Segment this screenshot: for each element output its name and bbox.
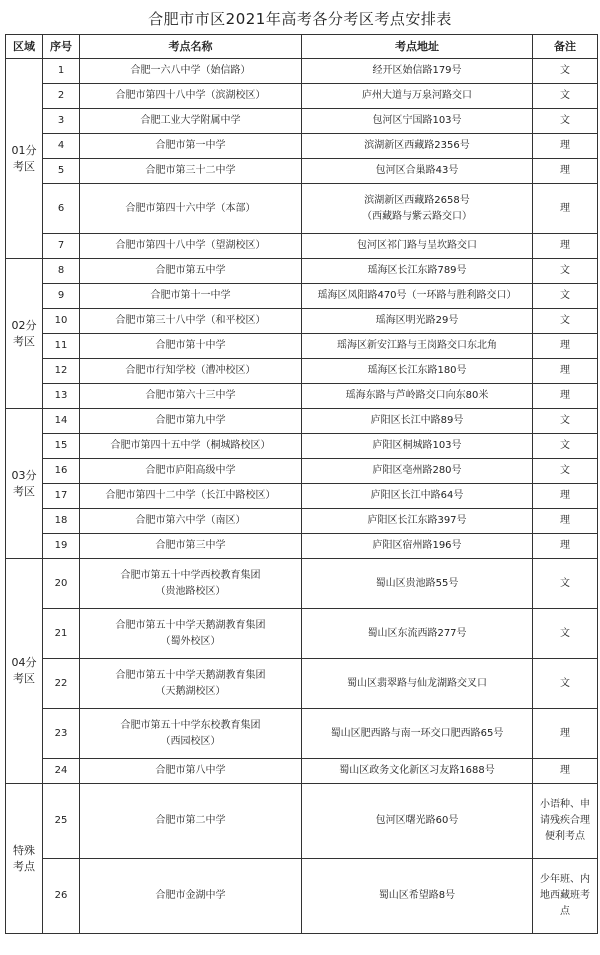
- site-address-line: 瑶海东路与芦岭路交口向东80米: [345, 390, 489, 401]
- site-name-line: 合肥市第五十中学天鹅湖教育集团: [115, 669, 266, 681]
- table-row: [6, 59, 598, 84]
- site-note-line: 点: [560, 906, 570, 917]
- table-row: [6, 709, 598, 759]
- site-number: 16: [43, 459, 80, 484]
- zone-area-line: 03分: [11, 468, 37, 482]
- site-note-line: 理: [560, 240, 570, 251]
- site-address-line: 蜀山区东流西路277号: [367, 627, 467, 639]
- page-title: 合肥市市区2021年高考各分考区考点安排表: [148, 10, 452, 28]
- site-note: [533, 134, 598, 159]
- site-name-line: 合肥市第四十二中学（长江中路校区）: [105, 490, 276, 501]
- site-name-line: （天鹅湖校区）: [155, 685, 226, 697]
- site-note-line: 文: [560, 265, 570, 276]
- site-address: [302, 309, 533, 334]
- table-row: [6, 109, 598, 134]
- site-note-line: 文: [560, 440, 570, 451]
- site-name: [80, 784, 302, 859]
- site-number: 8: [43, 259, 80, 284]
- site-note-line: 文: [560, 115, 570, 126]
- table-row: [6, 484, 598, 509]
- site-name-line: 合肥工业大学附属中学: [140, 115, 241, 126]
- site-name-line: 合肥市第十中学: [155, 340, 226, 351]
- site-address: [302, 109, 533, 134]
- site-note-line: 小语种、申: [540, 799, 590, 810]
- site-name-line: 合肥市第四十八中学（滨湖校区）: [115, 90, 266, 101]
- table-row: [6, 259, 598, 284]
- site-address-line: 瑶海区凤阳路470号（一环路与胜利路交口）: [317, 290, 517, 301]
- table-row: [6, 559, 598, 609]
- site-address: [302, 509, 533, 534]
- site-address: [302, 184, 533, 234]
- table-row: [6, 784, 598, 859]
- table-row: [6, 534, 598, 559]
- site-name: [80, 859, 302, 934]
- site-name: [80, 309, 302, 334]
- site-address-line: 庐阳区长江中路89号: [370, 415, 464, 426]
- site-name-line: 合肥市第五十中学东校教育集团: [120, 719, 261, 731]
- site-address-line: 包河区宁国路103号: [372, 115, 462, 126]
- site-address-line: 瑶海区明光路29号: [375, 315, 459, 326]
- site-number: 23: [43, 709, 80, 759]
- site-address-line: 滨湖新区西藏路2658号: [364, 194, 470, 206]
- site-name: [80, 559, 302, 609]
- site-note: [533, 184, 598, 234]
- table-row: [6, 409, 598, 434]
- site-note-line: 理: [560, 515, 570, 526]
- site-note-line: 理: [560, 140, 570, 151]
- site-note-line: 理: [560, 390, 570, 401]
- site-number: 12: [43, 359, 80, 384]
- table-header-row: [6, 35, 598, 59]
- site-note: [533, 109, 598, 134]
- site-name-line: 合肥市第五十中学西校教育集团: [120, 569, 261, 581]
- table-row: [6, 359, 598, 384]
- site-address-line: 包河区祁门路与呈坎路交口: [357, 240, 477, 251]
- site-note: [533, 784, 598, 859]
- table-row: [6, 759, 598, 784]
- site-address-line: 庐阳区桐城路103号: [372, 440, 462, 451]
- site-name: [80, 234, 302, 259]
- site-number: 6: [43, 184, 80, 234]
- header-note: 备注: [533, 35, 598, 59]
- site-name-line: （蜀外校区）: [160, 635, 221, 647]
- site-name-line: 合肥市第五十中学天鹅湖教育集团: [115, 619, 266, 631]
- site-address: [302, 359, 533, 384]
- site-name-line: （西园校区）: [160, 735, 221, 747]
- site-name-line: 合肥市第四十五中学（桐城路校区）: [110, 440, 271, 451]
- site-name: [80, 59, 302, 84]
- site-name-line: 合肥市第三十二中学: [145, 165, 236, 176]
- site-note: [533, 284, 598, 309]
- site-number: 1: [43, 59, 80, 84]
- site-address-line: 蜀山区希望路8号: [378, 890, 456, 901]
- site-name-line: 合肥市第四十八中学（望湖校区）: [115, 240, 266, 251]
- site-name-line: 合肥市第十一中学: [150, 290, 231, 301]
- site-note-line: 少年班、内: [540, 874, 590, 885]
- site-note: [533, 559, 598, 609]
- site-address: [302, 59, 533, 84]
- site-note-line: 文: [560, 65, 570, 76]
- site-address: [302, 759, 533, 784]
- site-address: [302, 84, 533, 109]
- site-number: 25: [43, 784, 80, 859]
- header-site-name: 考点名称: [80, 35, 302, 59]
- site-note: [533, 334, 598, 359]
- site-name-line: （贵池路校区）: [155, 585, 226, 597]
- site-address: [302, 609, 533, 659]
- site-note: [533, 409, 598, 434]
- site-name: [80, 134, 302, 159]
- site-note: [533, 859, 598, 934]
- site-address-line: 经开区始信路179号: [372, 65, 462, 76]
- site-name-line: 合肥市第八中学: [155, 765, 226, 776]
- site-address: [302, 459, 533, 484]
- site-note: [533, 234, 598, 259]
- site-address-line: 庐阳区宿州路196号: [372, 540, 462, 551]
- site-address-line: （西藏路与紫云路交口）: [362, 210, 472, 222]
- site-number: 7: [43, 234, 80, 259]
- site-number: 22: [43, 659, 80, 709]
- zone-area-line: 02分: [11, 318, 37, 332]
- site-number: 3: [43, 109, 80, 134]
- zone-area-line: 04分: [11, 656, 37, 669]
- site-name-line: 合肥市第四十六中学（本部）: [125, 202, 256, 214]
- site-note: [533, 159, 598, 184]
- site-note-line: 请残疾合理: [540, 815, 590, 826]
- exam-site-table: [5, 34, 598, 934]
- site-number: 15: [43, 434, 80, 459]
- site-note-line: 文: [560, 315, 570, 326]
- table-row: [6, 84, 598, 109]
- zone-area-line: 01分: [11, 143, 37, 157]
- site-name: [80, 84, 302, 109]
- zone-area-line: 特殊: [13, 843, 35, 857]
- site-note-line: 文: [560, 90, 570, 101]
- table-row: [6, 509, 598, 534]
- zone-area-line: 考区: [13, 484, 35, 498]
- zone-area-line: 考区: [13, 334, 35, 348]
- site-name: [80, 609, 302, 659]
- table-row: [6, 434, 598, 459]
- zone-area-line: 考区: [13, 672, 35, 685]
- site-number: 17: [43, 484, 80, 509]
- site-address-line: 蜀山区贵池路55号: [375, 577, 459, 589]
- site-note: [533, 459, 598, 484]
- site-note-line: 文: [560, 577, 570, 589]
- site-address-line: 庐阳区亳州路280号: [372, 465, 462, 476]
- table-row: [6, 859, 598, 934]
- table-row: [6, 159, 598, 184]
- site-name-line: 合肥市第三中学: [155, 540, 226, 551]
- site-number: 2: [43, 84, 80, 109]
- header-site-address: 考点地址: [302, 35, 533, 59]
- site-name: [80, 459, 302, 484]
- table-row: [6, 284, 598, 309]
- site-name-line: 合肥市第九中学: [155, 415, 226, 426]
- site-number: 9: [43, 284, 80, 309]
- site-note: [533, 659, 598, 709]
- site-name-line: 合肥市第二中学: [155, 815, 226, 826]
- site-note-line: 文: [560, 290, 570, 301]
- site-address-line: 包河区合巢路43号: [375, 165, 459, 176]
- site-address: [302, 234, 533, 259]
- site-note: [533, 59, 598, 84]
- site-address-line: 瑶海区长江东路789号: [367, 265, 467, 276]
- site-name-line: 合肥市庐阳高级中学: [145, 465, 236, 476]
- site-number: 20: [43, 559, 80, 609]
- site-address: [302, 434, 533, 459]
- site-name: [80, 159, 302, 184]
- site-name-line: 合肥市第三十八中学（和平校区）: [115, 315, 266, 326]
- site-note: [533, 484, 598, 509]
- zone-area-cell: [6, 409, 43, 559]
- site-note-line: 文: [560, 627, 570, 639]
- site-note-line: 便利考点: [545, 831, 585, 842]
- site-address-line: 滨湖新区西藏路2356号: [364, 140, 470, 151]
- site-number: 18: [43, 509, 80, 534]
- site-number: 19: [43, 534, 80, 559]
- site-address: [302, 534, 533, 559]
- site-address-line: 蜀山区肥西路与南一环交口肥西路65号: [330, 727, 504, 739]
- table-row: [6, 234, 598, 259]
- site-name: [80, 284, 302, 309]
- site-address-line: 包河区曙光路60号: [375, 815, 459, 826]
- site-address: [302, 284, 533, 309]
- site-address: [302, 659, 533, 709]
- site-note: [533, 309, 598, 334]
- site-address: [302, 384, 533, 409]
- table-row: [6, 309, 598, 334]
- site-name: [80, 709, 302, 759]
- site-note: [533, 759, 598, 784]
- site-number: 5: [43, 159, 80, 184]
- zone-area-cell: [6, 784, 43, 934]
- site-address: [302, 559, 533, 609]
- site-address-line: 瑶海区新安江路与王岗路交口东北角: [337, 340, 497, 351]
- site-name-line: 合肥市第六中学（南区）: [135, 515, 246, 526]
- site-name: [80, 409, 302, 434]
- site-note: [533, 359, 598, 384]
- site-address: [302, 859, 533, 934]
- site-note-line: 理: [560, 727, 570, 739]
- table-row: [6, 134, 598, 159]
- zone-area-cell: [6, 559, 43, 784]
- site-address: [302, 334, 533, 359]
- site-note-line: 理: [560, 540, 570, 551]
- site-name: [80, 109, 302, 134]
- site-address: [302, 259, 533, 284]
- site-address: [302, 784, 533, 859]
- site-address: [302, 134, 533, 159]
- site-number: 4: [43, 134, 80, 159]
- zone-area-line: 考点: [13, 859, 35, 873]
- site-name: [80, 334, 302, 359]
- site-address-line: 蜀山区翡翠路与仙龙湖路交叉口: [347, 677, 487, 689]
- site-address-line: 庐阳区长江东路397号: [367, 515, 467, 526]
- site-address-line: 蜀山区政务文化新区习友路1688号: [339, 765, 495, 776]
- zone-area-line: 考区: [13, 159, 35, 173]
- table-row: [6, 384, 598, 409]
- site-name: [80, 534, 302, 559]
- site-number: 26: [43, 859, 80, 934]
- site-address: [302, 484, 533, 509]
- site-note-line: 理: [560, 340, 570, 351]
- table-row: [6, 184, 598, 234]
- site-note-line: 理: [560, 490, 570, 501]
- site-name-line: 合肥一六八中学（始信路）: [130, 65, 251, 76]
- site-note: [533, 509, 598, 534]
- site-address-line: 庐阳区长江中路64号: [370, 490, 464, 501]
- site-name: [80, 434, 302, 459]
- site-note: [533, 709, 598, 759]
- site-name-line: 合肥市第六十三中学: [145, 390, 236, 401]
- site-name-line: 合肥市金湖中学: [155, 890, 226, 901]
- site-note: [533, 434, 598, 459]
- site-note: [533, 384, 598, 409]
- site-number: 13: [43, 384, 80, 409]
- site-number: 11: [43, 334, 80, 359]
- zone-area-cell: [6, 259, 43, 409]
- site-name-line: 合肥市第五中学: [155, 265, 226, 276]
- site-number: 21: [43, 609, 80, 659]
- site-name: [80, 759, 302, 784]
- site-name: [80, 509, 302, 534]
- site-name: [80, 659, 302, 709]
- site-note: [533, 259, 598, 284]
- site-name-line: 合肥市行知学校（漕冲校区）: [125, 365, 256, 376]
- site-name-line: 合肥市第一中学: [155, 140, 226, 151]
- site-note: [533, 84, 598, 109]
- site-name: [80, 184, 302, 234]
- table-row: [6, 659, 598, 709]
- table-row: [6, 334, 598, 359]
- site-address-line: 瑶海区长江东路180号: [367, 365, 467, 376]
- site-note-line: 理: [560, 202, 570, 214]
- site-note-line: 文: [560, 415, 570, 426]
- zone-area-cell: [6, 59, 43, 259]
- site-note-line: 文: [560, 465, 570, 476]
- site-number: 24: [43, 759, 80, 784]
- site-note-line: 理: [560, 365, 570, 376]
- table-row: [6, 459, 598, 484]
- site-address: [302, 709, 533, 759]
- site-name: [80, 259, 302, 284]
- site-note-line: 理: [560, 765, 570, 776]
- site-name: [80, 359, 302, 384]
- site-address-line: 庐州大道与万泉河路交口: [362, 90, 472, 101]
- site-note: [533, 609, 598, 659]
- site-note: [533, 534, 598, 559]
- site-number: 10: [43, 309, 80, 334]
- site-name: [80, 384, 302, 409]
- site-address: [302, 159, 533, 184]
- site-number: 14: [43, 409, 80, 434]
- header-area: 区域: [6, 35, 43, 59]
- site-note-line: 理: [560, 165, 570, 176]
- table-row: [6, 609, 598, 659]
- header-number: 序号: [43, 35, 80, 59]
- site-address: [302, 409, 533, 434]
- site-name: [80, 484, 302, 509]
- site-note-line: 文: [560, 677, 570, 689]
- site-note-line: 地西藏班考: [540, 890, 590, 901]
